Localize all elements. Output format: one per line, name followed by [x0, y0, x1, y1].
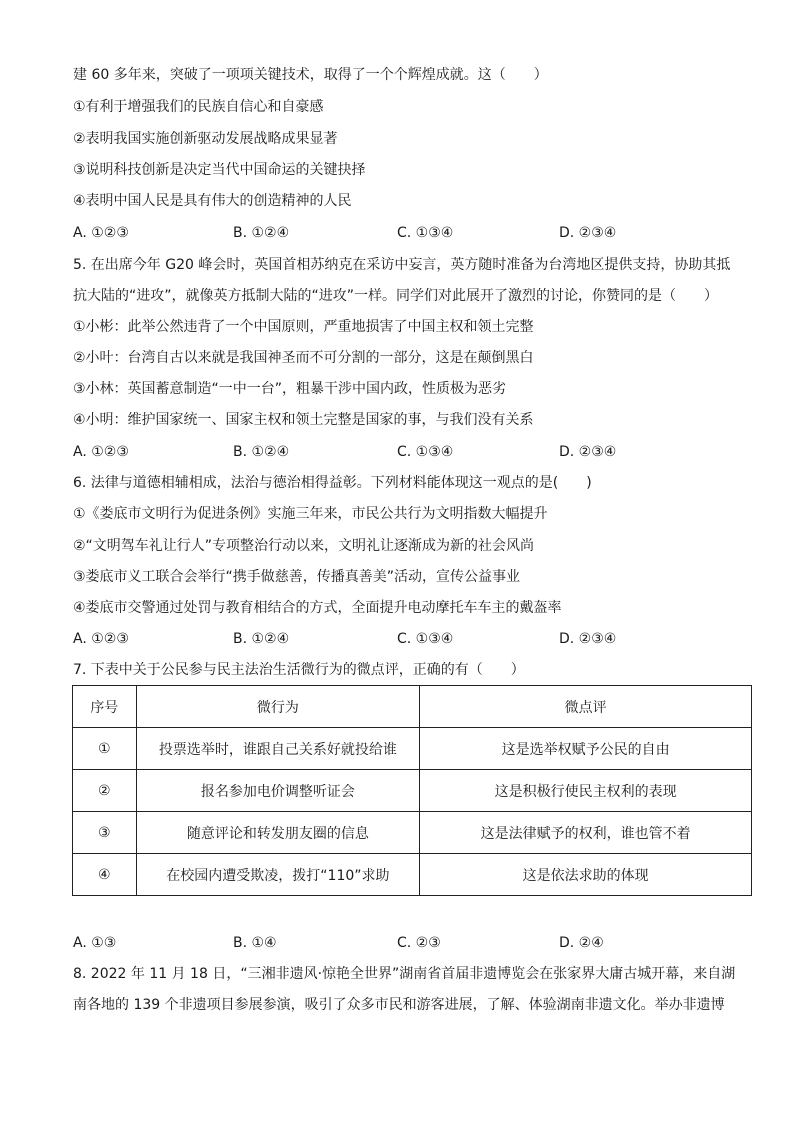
q5-stem-line-2: 抗大陆的“进攻”，就像英方抵制大陆的“进攻”一样。同学们对此展开了激烈的讨论，你赞同的是（ ） [73, 288, 719, 304]
table-row [73, 728, 752, 770]
table-row [73, 812, 752, 854]
q6-options [73, 630, 733, 648]
table-header-cell: 微点评 [420, 686, 752, 728]
table-cell-comment: 这是法律赋予的权利，谁也管不着 [420, 812, 752, 854]
q7-option-a: A. ①③ [73, 935, 117, 951]
table-cell-behavior: 在校园内遭受欺凌，拨打“110”求助 [136, 854, 420, 896]
q5-option-a: A. ①②③ [73, 444, 129, 460]
q7-stem: 7. 下表中关于公民参与民主法治生活微行为的微点评，正确的有（ ） [73, 662, 525, 678]
table-header-cell: 微行为 [136, 686, 420, 728]
q6-statement-2: ②“文明驾车礼让行人”专项整治行动以来，文明礼让逐渐成为新的社会风尚 [73, 538, 535, 554]
q5-option-c: C. ①③④ [397, 444, 454, 460]
table-cell-comment: 这是积极行使民主权利的表现 [420, 770, 752, 812]
q7-table [72, 685, 752, 896]
q4-option-b: B. ①②④ [233, 225, 290, 241]
q4-statement-2: ②表明我国实施创新驱动发展战略成果显著 [73, 131, 338, 147]
table-cell-behavior: 投票选举时，谁跟自己关系好就投给谁 [136, 728, 420, 770]
table-header-cell: 序号 [73, 686, 137, 728]
table-cell-behavior: 随意评论和转发朋友圈的信息 [136, 812, 420, 854]
q4-statement-1: ①有利于增强我们的民族自信心和自豪感 [73, 99, 324, 115]
table-row [73, 770, 752, 812]
q6-option-d: D. ②③④ [559, 631, 617, 647]
q4-statement-3: ③说明科技创新是决定当代中国命运的关键抉择 [73, 162, 366, 178]
q5-options [73, 443, 733, 461]
q4-statement-4: ④表明中国人民是具有伟大的创造精神的人民 [73, 193, 352, 209]
q6-stem: 6. 法律与道德相辅相成，法治与德治相得益彰。下列材料能体现这一观点的是( ) [73, 475, 592, 491]
q5-statement-3: ③小林：英国蓄意制造“一中一台”，粗暴干涉中国内政，性质极为恶劣 [73, 381, 507, 397]
q5-statement-1: ①小彬：此举公然违背了一个中国原则，严重地损害了中国主权和领土完整 [73, 319, 534, 335]
q6-statement-3: ③娄底市义工联合会举行“携手做慈善，传播真善美”活动，宣传公益事业 [73, 569, 521, 585]
q4-options [73, 224, 733, 242]
q4-option-a: A. ①②③ [73, 225, 129, 241]
q6-option-a: A. ①②③ [73, 631, 129, 647]
q8-stem-line-2: 南各地的 139 个非遗项目参展参演，吸引了众多市民和游客进展，了解、体验湖南非遗文化。举办非遗博 [73, 997, 725, 1013]
q7-option-d: D. ②④ [559, 935, 604, 951]
q6-statement-1: ①《娄底市文明行为促进条例》实施三年来，市民公共行为文明指数大幅提升 [73, 506, 548, 522]
q7-option-b: B. ①④ [233, 935, 277, 951]
q4-stem-end: 建 60 多年来，突破了一项项关键技术，取得了一个个辉煌成就。这（ ） [73, 67, 548, 83]
table-header-row [73, 686, 752, 728]
table-cell-comment: 这是选举权赋予公民的自由 [420, 728, 752, 770]
q6-statement-4: ④娄底市交警通过处罚与教育相结合的方式，全面提升电动摩托车车主的戴盔率 [73, 600, 562, 616]
q5-stem-line-1: 5. 在出席今年 G20 峰会时，英国首相苏纳克在采访中妄言，英方随时准备为台湾地区提供支持，协助其抵 [73, 257, 731, 273]
q7-option-c: C. ②③ [397, 935, 441, 951]
q4-option-c: C. ①③④ [397, 225, 454, 241]
q5-option-b: B. ①②④ [233, 444, 290, 460]
table-cell-number: ② [73, 770, 137, 812]
table-cell-number: ③ [73, 812, 137, 854]
table-cell-number: ④ [73, 854, 137, 896]
q5-statement-4: ④小明：维护国家统一、国家主权和领土完整是国家的事，与我们没有关系 [73, 412, 534, 428]
q7-options [73, 934, 733, 952]
table-row [73, 854, 752, 896]
q5-option-d: D. ②③④ [559, 444, 617, 460]
table-cell-number: ① [73, 728, 137, 770]
table-cell-behavior: 报名参加电价调整听证会 [136, 770, 420, 812]
q6-option-b: B. ①②④ [233, 631, 290, 647]
q6-option-c: C. ①③④ [397, 631, 454, 647]
q8-stem-line-1: 8. 2022 年 11 月 18 日，“三湘非遗风·惊艳全世界”湖南省首届非遗博览会在张家界大庸古城开幕，来自湖 [73, 966, 736, 982]
q4-option-d: D. ②③④ [559, 225, 617, 241]
table-cell-comment: 这是依法求助的体现 [420, 854, 752, 896]
q5-statement-2: ②小叶：台湾自古以来就是我国神圣而不可分割的一部分，这是在颠倒黑白 [73, 350, 534, 366]
